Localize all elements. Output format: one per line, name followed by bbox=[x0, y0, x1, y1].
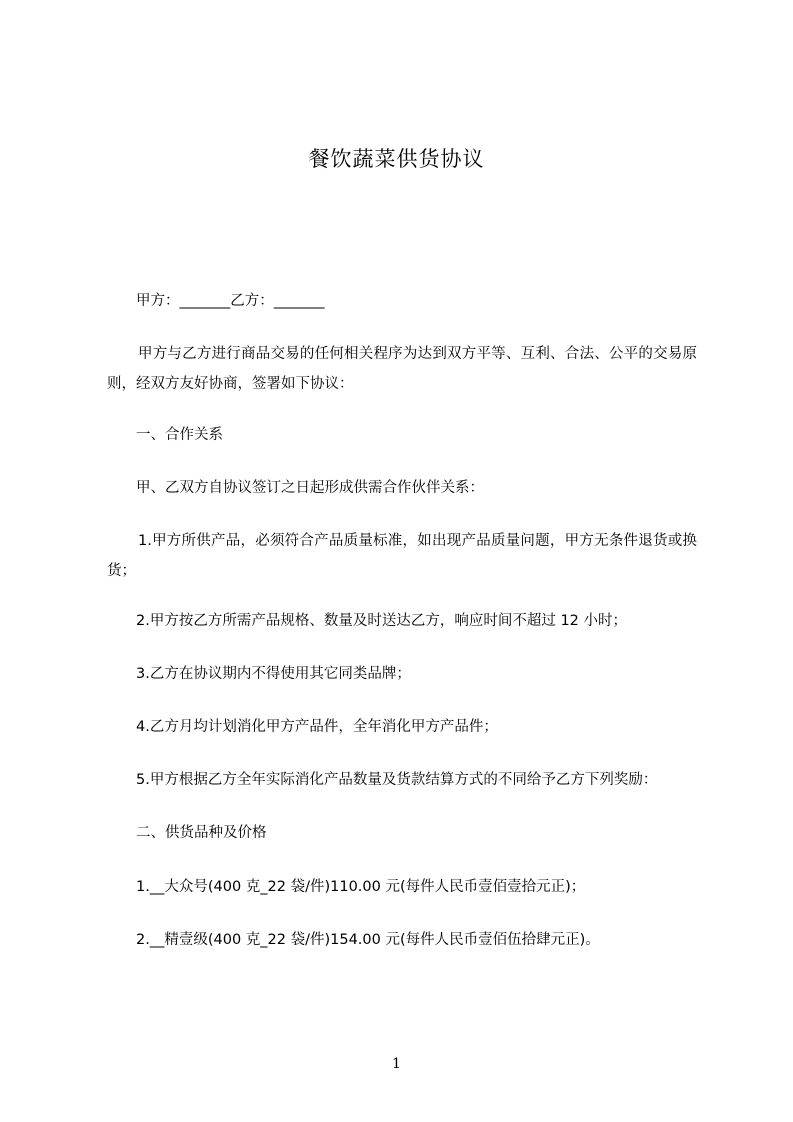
intro-paragraph: 甲方与乙方进行商品交易的任何相关程序为达到双方平等、互利、合法、公平的交易原则，经双方友好协商，签署如下协议： bbox=[107, 346, 697, 392]
clause-item-2: 2.甲方按乙方所需产品规格、数量及时送达乙方，响应时间不超过 12 小时； bbox=[136, 613, 628, 629]
parties-line: 甲方：_______乙方：_______ bbox=[136, 293, 325, 309]
page-number: 1 bbox=[392, 1056, 401, 1072]
clause-item-4: 4.乙方月均计划消化甲方产品件，全年消化甲方产品件； bbox=[136, 719, 498, 735]
clause-item-3: 3.乙方在协议期内不得使用其它同类品牌； bbox=[136, 666, 411, 682]
section-2-heading: 二、供货品种及价格 bbox=[136, 825, 267, 841]
section-1-intro: 甲、乙双方自协议签订之日起形成供需合作伙伴关系： bbox=[136, 480, 484, 496]
price-item-2: 2.__精壹级(400 克_22 袋/件)154.00 元(每件人民币壹佰伍拾肆元正)。 bbox=[136, 932, 600, 948]
document-title: 餐饮蔬菜供货协议 bbox=[308, 147, 485, 171]
clause-item-1: 1.甲方所供产品，必须符合产品质量标准，如出现产品质量问题，甲方无条件退货或换货； bbox=[107, 533, 697, 579]
section-1-heading: 一、合作关系 bbox=[136, 427, 223, 443]
clause-item-5: 5.甲方根据乙方全年实际消化产品数量及货款结算方式的不同给予乙方下列奖励： bbox=[136, 772, 658, 788]
price-item-1: 1.__大众号(400 克_22 袋/件)110.00 元(每件人民币壹佰壹拾元正)； bbox=[136, 879, 586, 895]
